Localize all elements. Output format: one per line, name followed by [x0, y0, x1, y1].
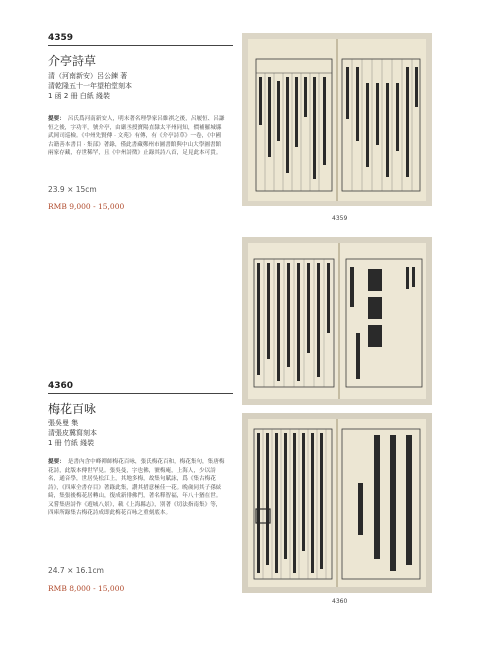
author-line: 張吳曼 集 [48, 419, 79, 427]
book-photo-4360-pages [242, 413, 432, 593]
book-photo-4359 [242, 33, 432, 206]
book-photo-4360-title [242, 237, 432, 405]
description-text: 呂氏爲河南新安人，明末著名理學家呂維祺之後，呂履恒、呂謙恒之後，字功平，號介亭，由嚴丞授寶陽直隸太平州同知，價補羅城縣武岡司巡檢。《中州先賢傳 · 文苑》有傳，有《介亭詩草》一卷，《中國古籍善本書目 · 集部》著錄，僅此書藏鄭州市圖書館與中山大學圖書館兩家存藏，存世稀罕，且《中州詩徵》止錄其詩八首，足見此本可貴。 [48, 116, 225, 156]
estimate-price: RMB 9,000 - 15,000 [48, 202, 125, 211]
volume-line: 1 冊 竹紙 綫裝 [48, 439, 95, 447]
description-text: 是書內含中峰禪師梅花百咏，張氏梅花百和，梅花集句，集唐梅花詩，此版本傳世罕見。張吳曼，字也佛，號梅庵，上海人，少以詩名，通音學，世居吳松江上，其地多梅，故集句賦詠，爲《集古梅花詩》，《四庫全書存目》著錄此集，讚其措意極佳一花。晚歲同其子孫絃綺，集張後梅花居轉山，復成新俳佛門，著名釋智福，年八十猶在世。又嘗集唐詩作《遊城八景》，載《上海縣志》，別著《切法指南集》等，四庫所錄集古梅花詩成即此梅花百咏之重刻底本。 [48, 459, 225, 516]
dimensions: 24.7 × 16.1cm [48, 566, 104, 575]
edition-line: 清乾隆五十一年望柏堂刻本 [48, 82, 132, 90]
description-label: 提要： [48, 459, 65, 465]
book-pages-illustration [242, 413, 432, 593]
dimensions: 23.9 × 15cm [48, 185, 97, 194]
description-label: 提要： [48, 116, 65, 122]
photo-caption: 4360 [332, 598, 348, 605]
estimate-price: RMB 8,000 - 15,000 [48, 584, 125, 593]
divider [48, 393, 233, 394]
lot-meta [48, 418, 238, 448]
divider [48, 45, 233, 46]
book-illustration [242, 33, 432, 206]
lot-number: 4359 [48, 33, 74, 43]
lot-title: 梅花百咏 [48, 402, 97, 416]
edition-line: 清張皮冀寫刻本 [48, 429, 97, 437]
lot-description [48, 115, 226, 158]
lot-title: 介亭詩草 [48, 54, 97, 68]
volume-line: 1 函 2 冊 白紙 綫裝 [48, 92, 111, 100]
book-title-illustration [242, 237, 432, 405]
author-line: 清（河南新安）呂公鍊 著 [48, 72, 128, 80]
lot-number: 4360 [48, 381, 74, 391]
lot-meta [48, 71, 238, 101]
photo-caption: 4359 [332, 215, 348, 222]
lot-description [48, 458, 226, 518]
